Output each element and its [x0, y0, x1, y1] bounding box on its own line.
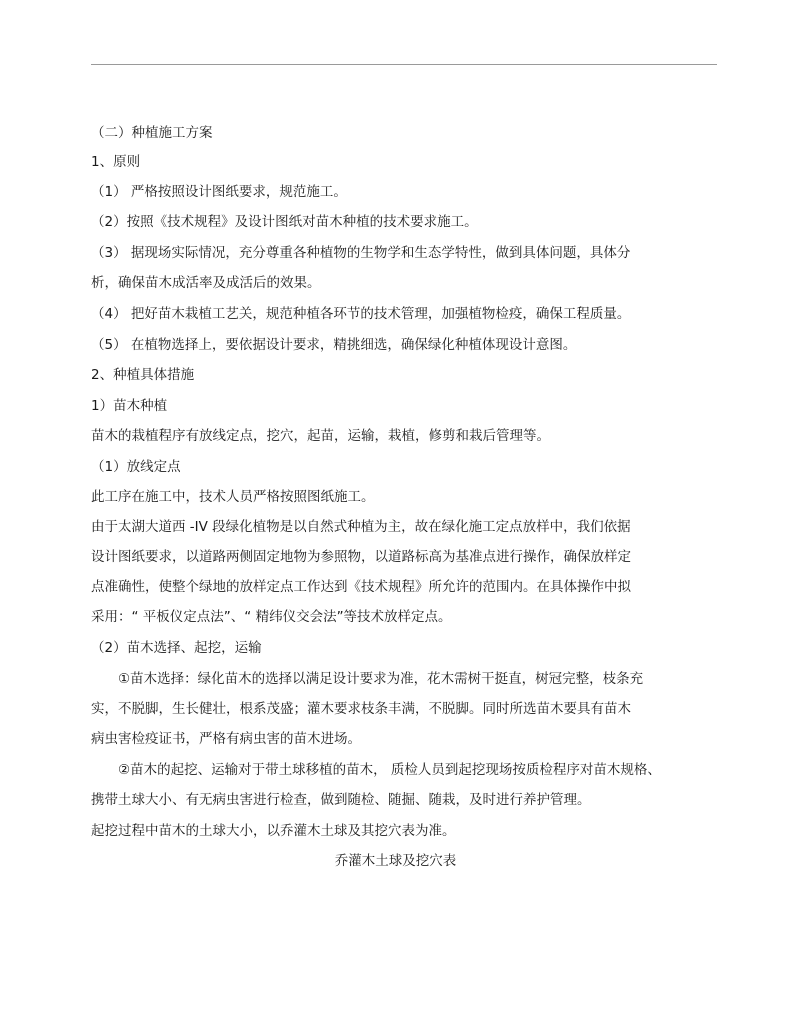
- subheading-principles: 1、原则: [91, 154, 141, 170]
- paragraph-layout-2-cont: 点准确性，使整个绿地的放样定点工作达到《技术规程》所允许的范围内。在具体操作中拟: [91, 579, 631, 595]
- principle-3-cont: 析，确保苗木成活率及成活后的效果。: [91, 275, 321, 291]
- paragraph-selection-cont: 病虫害检疫证书，严格有病虫害的苗木进场。: [91, 731, 361, 747]
- principle-2: （2）按照《技术规程》及设计图纸对苗木种植的技术要求施工。: [91, 214, 478, 230]
- section-heading: （二）种植施工方案: [91, 125, 213, 141]
- header-rule: [91, 64, 717, 65]
- subheading-planting: 1）苗木种植: [91, 398, 168, 414]
- principle-3: （3） 据现场实际情况，充分尊重各种植物的生物学和生态学特性，做到具体问题，具体分: [91, 245, 631, 261]
- paragraph-digging-cont: 携带土球大小、有无病虫害进行检查，做到随检、随掘、随栽，及时进行养护管理。: [91, 792, 591, 808]
- paragraph-layout-2-cont: 采用：“ 平板仪定点法”、“ 精纬仪交会法”等技术放样定点。: [91, 609, 452, 625]
- paragraph-procedure: 苗木的栽植程序有放线定点，挖穴，起苗，运输，栽植，修剪和栽后管理等。: [91, 428, 550, 444]
- principle-4: （4） 把好苗木栽植工艺关，规范种植各环节的技术管理，加强植物检疫，确保工程质量。: [91, 306, 631, 322]
- paragraph-layout-2-cont: 设计图纸要求，以道路两侧固定地物为参照物，以道路标高为基准点进行操作，确保放样定: [91, 549, 631, 565]
- subheading-layout: （1）放线定点: [91, 459, 181, 475]
- subheading-selection: （2）苗木选择、起挖，运输: [91, 640, 262, 656]
- paragraph-digging: ②苗木的起挖、运输对于带土球移植的苗木， 质检人员到起挖现场按质检程序对苗木规格、: [118, 762, 661, 778]
- paragraph-selection-cont: 实，不脱脚，生长健壮，根系茂盛；灌木要求枝条丰满，不脱脚。同时所选苗木要具有苗木: [91, 701, 631, 717]
- principle-5: （5） 在植物选择上，要依据设计要求，精挑细选，确保绿化种植体现设计意图。: [91, 337, 577, 353]
- paragraph-layout-1: 此工序在施工中，技术人员严格按照图纸施工。: [91, 489, 375, 505]
- paragraph-rootball: 起挖过程中苗木的土球大小，以乔灌木土球及其挖穴表为准。: [91, 823, 456, 839]
- paragraph-selection: ①苗木选择：绿化苗木的选择以满足设计要求为准，花木需树干挺直，树冠完整，枝条充: [118, 671, 644, 687]
- subheading-measures: 2、种植具体措施: [91, 367, 195, 383]
- principle-1: （1） 严格按照设计图纸要求，规范施工。: [91, 184, 347, 200]
- table-caption: 乔灌木土球及挖穴表: [334, 853, 457, 869]
- paragraph-layout-2: 由于太湖大道西 -IV 段绿化植物是以自然式种植为主，故在绿化施工定点放样中，我们依据: [91, 519, 631, 535]
